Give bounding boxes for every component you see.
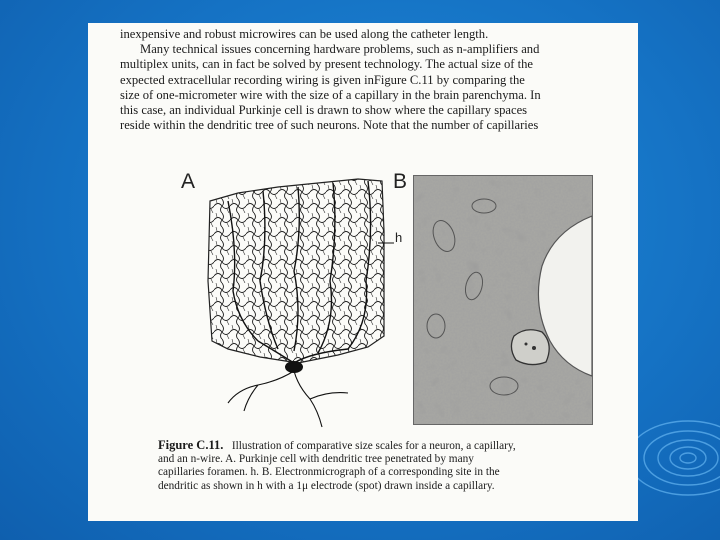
body-paragraph: [120, 27, 638, 133]
caption-line: capillaries foramen. h. B. Electronmicrograph of a corresponding site in the: [158, 466, 500, 479]
purkinje-cell-drawing: [198, 171, 398, 431]
text-line: inexpensive and robust microwires can be used along the catheter length.: [120, 27, 489, 41]
text-line: Many technical issues concerning hardware problems, such as n-amplifiers and: [140, 42, 540, 57]
text-line: expected extracellular recording wiring is given inFigure C.11 by comparing the: [120, 72, 525, 87]
text-line: this case, an individual Purkinje cell is drawn to show where the capillary spaces: [120, 103, 528, 118]
text-line: reside within the dendritic tree of such neurons. Note that the number of capillaries: [120, 118, 539, 133]
text-line: multiplex units, can in fact be solved by present technology. The actual size of the: [120, 57, 534, 72]
panel-a-label: A: [181, 170, 196, 193]
document-page: [88, 23, 638, 521]
caption-first-line: Illustration of comparative size scales for a neuron, a capillary,: [231, 440, 516, 452]
caption-line: dendritic as shown in h with a 1μ electrode (spot) drawn inside a capillary.: [158, 479, 495, 492]
text-line: size of one-micrometer wire with the size of a capillary in the brain parenchyma. In: [120, 87, 541, 102]
panel-b-label: B: [393, 170, 408, 193]
h-marker-label: h: [395, 230, 403, 245]
electron-micrograph: [413, 175, 593, 425]
figure-caption: [158, 439, 602, 493]
caption-line: [158, 439, 602, 453]
caption-title: Figure C.11.: [158, 438, 224, 452]
caption-line: and an n-wire. A. Purkinje cell with dendritic tree penetrated by many: [158, 453, 474, 466]
